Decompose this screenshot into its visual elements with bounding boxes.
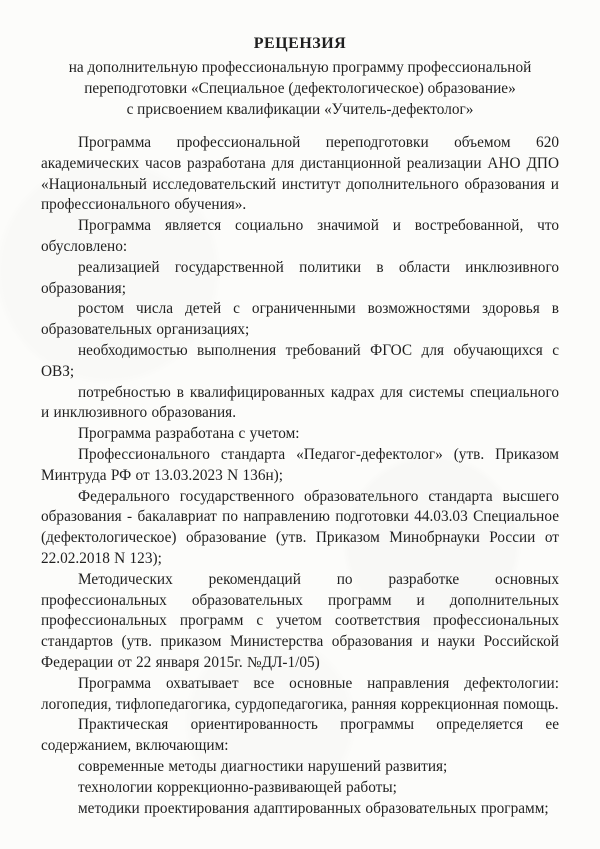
- paragraph: Программа разработана с учетом:: [78, 425, 300, 443]
- subtitle-line: переподготовки «Специальное (дефектологическое) образование»: [84, 80, 516, 97]
- subtitle-line: на дополнительную профессиональную программу профессиональной: [68, 59, 532, 76]
- paragraph: необходимостью выполнения требований ФГОС для обучающихся с ОВЗ;: [41, 341, 559, 380]
- paragraph: ростом числа детей с ограниченными возможностями здоровья в образовательных организациях;: [41, 300, 559, 339]
- paragraph: реализацией государственной политики в области инклюзивного образования;: [41, 258, 559, 297]
- document-body: [41, 133, 559, 819]
- paragraph: потребностью в квалифицированных кадрах для системы специального и инклюзивного образования.: [41, 383, 559, 422]
- paragraph: Методических рекомендаций по разработке основных профессиональных образовательных программ и дополнительных профессиональных программ с учетом соответствия профессиональных стандартов (утв. приказом Министерства образования и науки Российской Федерации от 22 января 2015г. №ДЛ-1/05): [41, 570, 559, 671]
- paragraph: Программа охватывает все основные направления дефектологии: логопедия, тифлопедагогика, сурдопедагогика, ранняя коррекционная помощь.: [41, 674, 559, 713]
- paragraph: технологии коррекционно-развивающей работы;: [78, 778, 397, 796]
- document-title: РЕЦЕНЗИЯ: [253, 35, 347, 52]
- paragraph: Федерального государственного образовательного стандарта высшего образования - бакалавриат по направлению подготовки 44.03.03 Специальное (дефектологическое) образование (утв. Приказом Минобрнауки России от 22.02.2018 N 123);: [41, 487, 559, 567]
- subtitle-line: с присвоением квалификации «Учитель-дефектолог»: [126, 101, 474, 118]
- paragraph: Практическая ориентированность программы определяется ее содержанием, включающим:: [41, 716, 559, 755]
- paragraph: методики проектирования адаптированных образовательных программ;: [78, 799, 549, 817]
- document-subtitle: [41, 57, 559, 120]
- paragraph: Профессионального стандарта «Педагог-дефектолог» (утв. Приказом Минтруда РФ от 13.03.2023 N 136н);: [41, 445, 559, 484]
- paragraph: Программа профессиональной переподготовки объемом 620 академических часов разработана для дистанционной реализации АНО ДПО «Национальный исследовательский институт дополнительного образования и профессионального обучения».: [41, 134, 559, 214]
- paragraph: современные методы диагностики нарушений развития;: [78, 757, 448, 775]
- paragraph: Программа является социально значимой и востребованной, что обусловлено:: [41, 217, 559, 255]
